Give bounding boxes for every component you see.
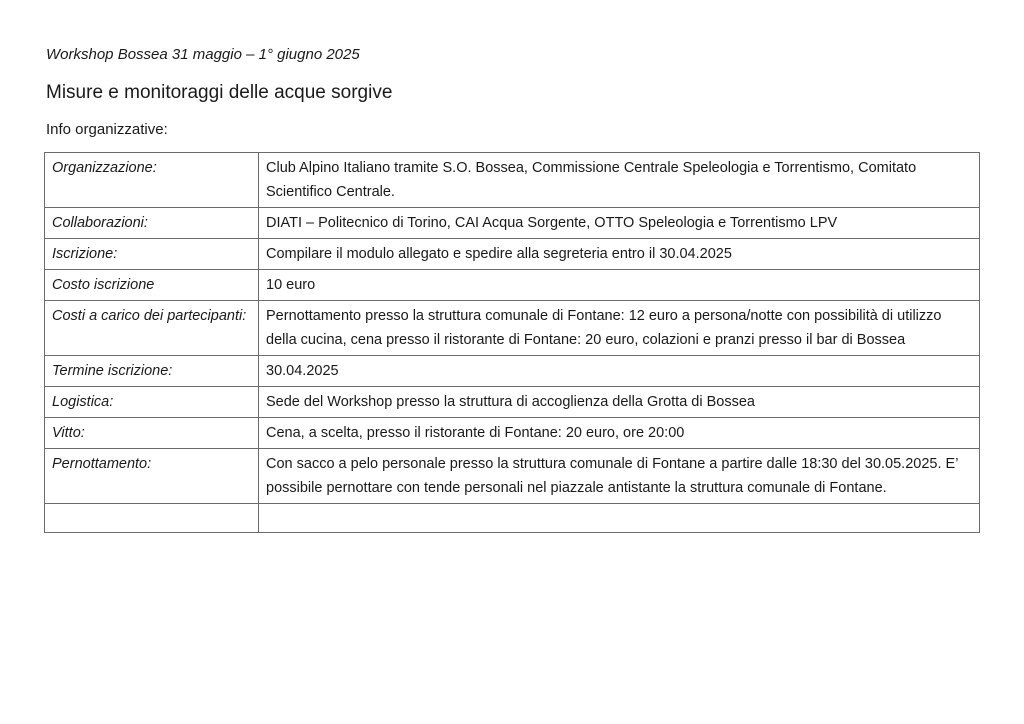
- section-label-text: Info organizzative: [46, 121, 164, 138]
- table-row: [45, 208, 980, 239]
- document-header: Workshop Bossea 31 maggio – 1° giugno 2025: [46, 46, 360, 63]
- table-row: [45, 449, 980, 504]
- row-value: Cena, a scelta, presso il ristorante di Fontane: 20 euro, ore 20:00: [259, 418, 980, 449]
- row-value: Compilare il modulo allegato e spedire alla segreteria entro il 30.04.2025: [259, 239, 980, 270]
- row-label: [45, 504, 259, 533]
- table-row: [45, 270, 980, 301]
- row-value: [259, 504, 980, 533]
- section-label: [46, 121, 168, 138]
- table-row: [45, 356, 980, 387]
- row-label: Termine iscrizione:: [45, 356, 259, 387]
- table-row: [45, 301, 980, 356]
- row-value: Club Alpino Italiano tramite S.O. Bossea, Commissione Centrale Speleologia e Torrentismo, Comitato Scientifico Centrale.: [259, 153, 980, 208]
- table-row: [45, 239, 980, 270]
- row-value: DIATI – Politecnico di Torino, CAI Acqua Sorgente, OTTO Speleologia e Torrentismo LPV: [259, 208, 980, 239]
- table-row: [45, 387, 980, 418]
- table-row-empty: [45, 504, 980, 533]
- row-label: Organizzazione:: [45, 153, 259, 208]
- row-label: Iscrizione:: [45, 239, 259, 270]
- row-label: Vitto:: [45, 418, 259, 449]
- row-label: Collaborazioni:: [45, 208, 259, 239]
- document-title: Misure e monitoraggi delle acque sorgive: [46, 82, 393, 103]
- row-label: Costo iscrizione: [45, 270, 259, 301]
- section-label-colon: :: [163, 121, 168, 138]
- row-label: Costi a carico dei partecipanti:: [45, 301, 259, 356]
- row-label: Pernottamento:: [45, 449, 259, 504]
- row-label: Logistica:: [45, 387, 259, 418]
- table-row: [45, 153, 980, 208]
- table-row: [45, 418, 980, 449]
- row-value: Con sacco a pelo personale presso la struttura comunale di Fontane a partire dalle 18:30 del 30.05.2025. E’ possibile pernottare con tende personali nel piazzale antistante la struttura comunale di Fontane.: [259, 449, 980, 504]
- row-value: Pernottamento presso la struttura comunale di Fontane: 12 euro a persona/notte con possibilità di utilizzo della cucina, cena presso il ristorante di Fontane: 20 euro, colazioni e pranzi presso il bar di Bossea: [259, 301, 980, 356]
- info-table: [44, 152, 980, 533]
- row-value: 10 euro: [259, 270, 980, 301]
- row-value: 30.04.2025: [259, 356, 980, 387]
- row-value: Sede del Workshop presso la struttura di accoglienza della Grotta di Bossea: [259, 387, 980, 418]
